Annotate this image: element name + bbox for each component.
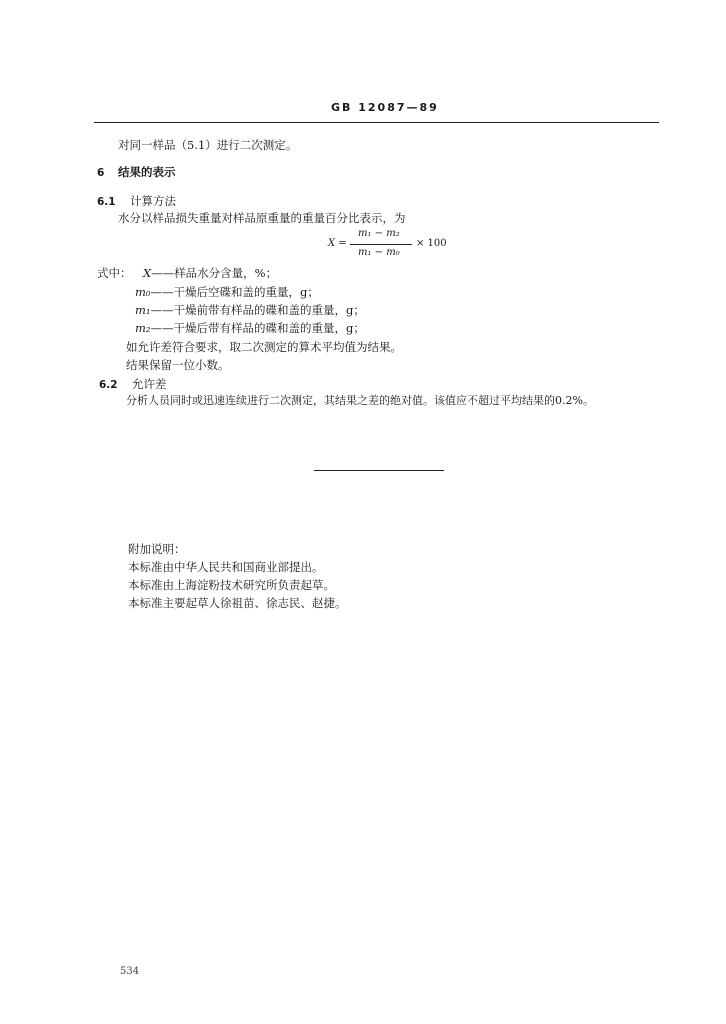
allowance-text: 分析人员同时或迅速连续进行二次测定，其结果之差的绝对值。该值应不超过平均结果的0.2%。 <box>126 394 594 407</box>
definition-symbol: X <box>143 266 152 280</box>
definition-text: ——干燥前带有样品的碟和盖的重量，g； <box>150 303 365 317</box>
definition-row <box>135 321 365 335</box>
notes-title: 附加说明： <box>128 542 186 556</box>
fraction-bar <box>350 244 412 245</box>
definition-text: ——样品水分含量，%； <box>151 266 278 280</box>
formula-denominator: m₁ − m₀ <box>358 247 400 258</box>
result-line-2: 结果保留一位小数。 <box>126 358 230 372</box>
definition-row <box>135 285 319 299</box>
section-6-1-title: 计算方法 <box>130 194 176 208</box>
note-line: 本标准由上海淀粉技术研究所负责起草。 <box>128 578 335 592</box>
end-of-text-rule <box>314 470 444 471</box>
definition-text: ——干燥后带有样品的碟和盖的重量，g； <box>150 321 365 335</box>
intro-line: 对同一样品（5.1）进行二次测定。 <box>118 138 298 152</box>
formula-fraction <box>350 228 412 262</box>
moisture-formula <box>328 228 453 262</box>
definition-symbol: m₂ <box>135 321 151 335</box>
formula-multiplier: × 100 <box>416 238 447 249</box>
formula-numerator: m₁ − m₂ <box>358 228 400 239</box>
result-line-1: 如允许差符合要求，取二次测定的算术平均值为结果。 <box>126 340 402 354</box>
header-rule <box>94 122 659 123</box>
formula-lhs: X = <box>328 238 347 249</box>
standard-code-header: GB 12087—89 <box>331 101 439 114</box>
section-6-2-number: 6.2 <box>99 379 118 391</box>
definition-row <box>135 303 365 317</box>
definition-row <box>143 266 277 280</box>
note-line: 本标准主要起草人徐祖苗、徐志民、赵捷。 <box>128 596 347 610</box>
section-6-title: 结果的表示 <box>118 165 176 179</box>
definition-symbol: m₁ <box>135 303 151 317</box>
note-line: 本标准由中华人民共和国商业部提出。 <box>128 560 324 574</box>
formula-intro: 水分以样品损失重量对样品原重量的重量百分比表示，为 <box>118 211 406 225</box>
page-number: 534 <box>120 966 140 977</box>
section-6-2-title: 允许差 <box>132 377 167 391</box>
section-6-1-number: 6.1 <box>97 196 116 208</box>
definition-symbol: m₀ <box>135 285 151 299</box>
definition-text: ——干燥后空碟和盖的重量，g； <box>150 285 319 299</box>
definitions-lead: 式中： <box>97 266 132 280</box>
section-6-number: 6 <box>97 167 105 179</box>
